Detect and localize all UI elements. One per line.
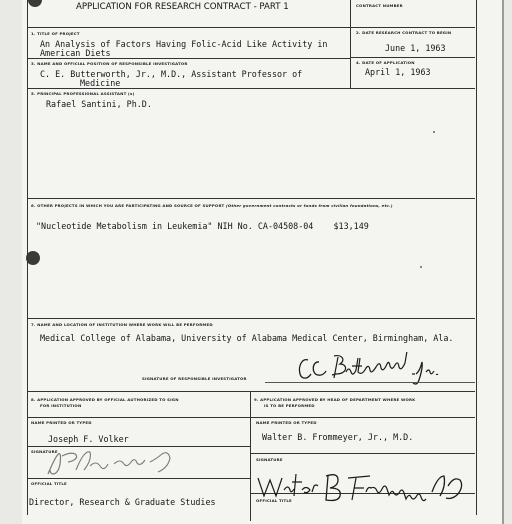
other-projects-label <box>31 203 393 208</box>
responsible-investigator-value-line2: Medicine <box>80 78 121 88</box>
institution-signature <box>38 446 188 484</box>
institution-title-label: OFFICIAL TITLE <box>31 481 67 486</box>
form-title: APPLICATION FOR RESEARCH CONTRACT - PART 1 <box>76 2 289 12</box>
contract-number-label: CONTRACT NUMBER <box>356 3 403 8</box>
department-approval-label-line2: IS TO BE PERFORMED <box>264 403 315 408</box>
other-projects-label-note: (Other government contracts or funds from civilian foundations, etc.) <box>225 203 393 208</box>
application-date-label: 4. DATE OF APPLICATION <box>356 60 415 65</box>
institution-approval-label-line2: FOR INSTITUTION <box>40 403 82 408</box>
professional-assistant-label: 5. PRINCIPAL PROFESSIONAL ASSISTANT (s) <box>31 91 135 96</box>
department-name-label: NAME PRINTED OR TYPED <box>256 420 317 425</box>
other-projects-value: "Nucleotide Metabolism in Leukemia" NIH No. CA-04508-04 $13,149 <box>36 221 369 231</box>
institution-value: Medical College of Alabama, University of Alabama Medical Center, Birmingham, Ala. <box>40 333 454 343</box>
title-of-project-label: 1. TITLE OF PROJECT <box>31 31 80 36</box>
department-head-name: Walter B. Frommeyer, Jr., M.D. <box>262 432 414 442</box>
investigator-signature <box>294 352 444 392</box>
department-approval-label-line1: 9. APPLICATION APPROVED BY HEAD OF DEPARTMENT WHERE WORK <box>254 397 416 402</box>
institution-official-name: Joseph F. Volker <box>48 434 129 444</box>
title-of-project-value-line2: American Diets <box>40 48 111 58</box>
responsible-investigator-value-line1: C. E. Butterworth, Jr., M.D., Assistant Professor of <box>40 69 303 79</box>
institution-name-label: NAME PRINTED OR TYPED <box>31 420 92 425</box>
ink-speck <box>420 266 422 268</box>
title-of-project-value-line1: An Analysis of Factors Having Folic-Acid Like Activity in <box>40 39 328 49</box>
responsible-investigator-label: 3. NAME AND OFFICIAL POSITION OF RESPONSIBLE INVESTIGATOR <box>31 61 188 66</box>
start-date-value: June 1, 1963 <box>385 43 446 53</box>
investigator-signature-label: SIGNATURE OF RESPONSIBLE INVESTIGATOR <box>142 376 247 381</box>
application-date-value: April 1, 1963 <box>365 67 431 77</box>
institution-signature-label: SIGNATURE <box>31 449 58 454</box>
institution-label: 7. NAME AND LOCATION OF INSTITUTION WHERE WORK WILL BE PERFORMED <box>31 322 213 327</box>
other-projects-label-main: 6. OTHER PROJECTS IN WHICH YOU ARE PARTICIPATING AND SOURCE OF SUPPORT <box>31 203 225 208</box>
department-signature-label: SIGNATURE <box>256 457 283 462</box>
start-date-label: 2. DATE RESEARCH CONTRACT TO BEGIN <box>356 30 452 35</box>
professional-assistant-value: Rafael Santini, Ph.D. <box>46 99 152 109</box>
department-title-label: OFFICIAL TITLE <box>256 498 292 503</box>
institution-approval-label-line1: 8. APPLICATION APPROVED BY OFFICIAL AUTHORIZED TO SIGN <box>31 397 179 402</box>
ink-speck <box>433 131 435 133</box>
institution-official-title: Director, Research & Graduate Studies <box>29 497 216 507</box>
